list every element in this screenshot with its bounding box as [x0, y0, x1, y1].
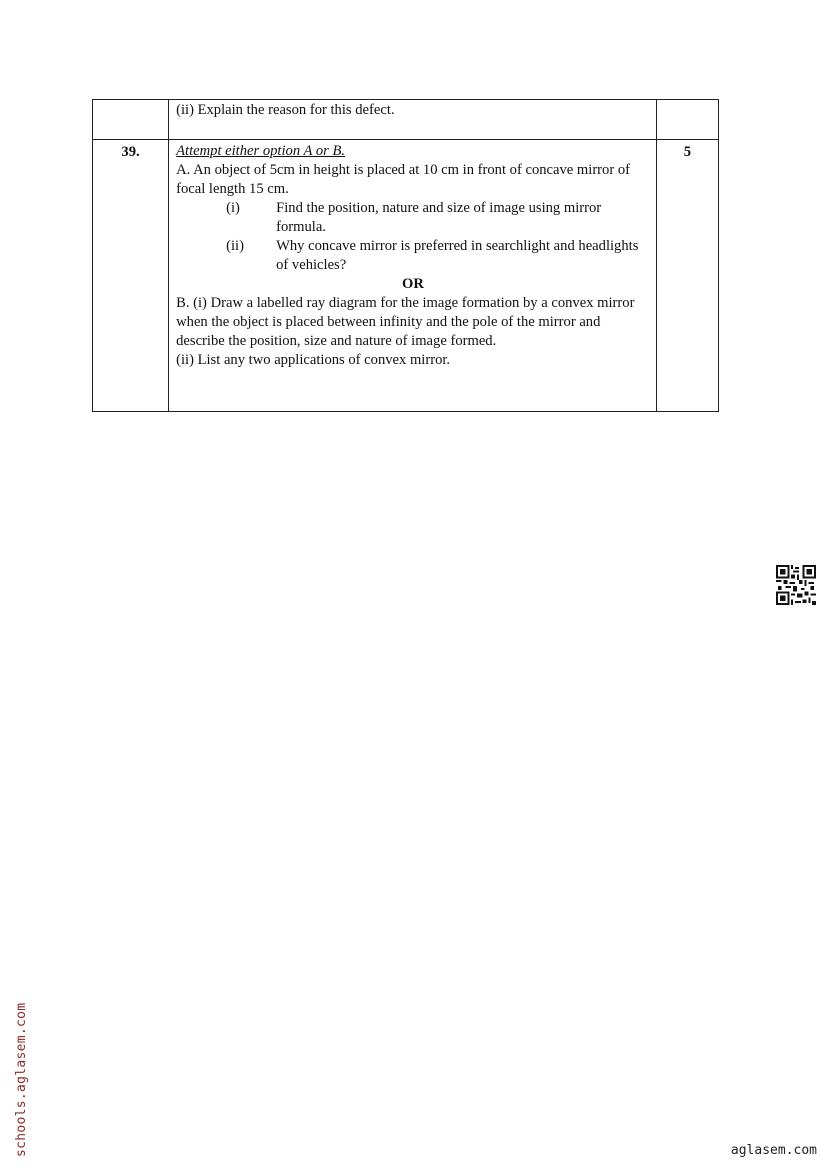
- option-a-part-ii: [226, 237, 650, 275]
- question-number: 39.: [93, 140, 169, 412]
- qr-code-icon: [776, 565, 816, 605]
- question-table: [92, 99, 719, 412]
- or-separator: OR: [402, 276, 424, 292]
- question-body: [169, 140, 657, 412]
- option-a-text: A. An object of 5cm in height is placed at 10 cm in front of concave mirror of focal length 15 cm.: [176, 162, 631, 197]
- sub-question-text: Why concave mirror is preferred in searchlight and headlights of vehicles?: [276, 238, 639, 273]
- roman-numeral: (ii): [226, 238, 244, 254]
- question-row-38-continued: [93, 100, 719, 140]
- question-number-cell: [93, 100, 169, 140]
- corner-watermark: aglasem.com: [730, 1143, 817, 1158]
- question-instruction: Attempt either option A or B.: [176, 143, 346, 159]
- option-b-part-i: B. (i) Draw a labelled ray diagram for the image formation by a convex mirror when the object is placed between infinity and the pole of the mirror and describe the position, size and nature of image formed.: [176, 295, 635, 349]
- side-watermark: schools.aglasem.com: [14, 1002, 29, 1157]
- option-b-part-ii: (ii) List any two applications of convex mirror.: [176, 352, 451, 368]
- marks: 5: [656, 140, 718, 412]
- question-text-cell: (ii) Explain the reason for this defect.: [169, 100, 657, 140]
- option-a-part-i: [226, 199, 650, 237]
- marks-cell: [656, 100, 718, 140]
- sub-question-text: Find the position, nature and size of image using mirror formula.: [276, 200, 602, 235]
- roman-numeral: (i): [226, 200, 240, 216]
- question-row-39: [93, 140, 719, 412]
